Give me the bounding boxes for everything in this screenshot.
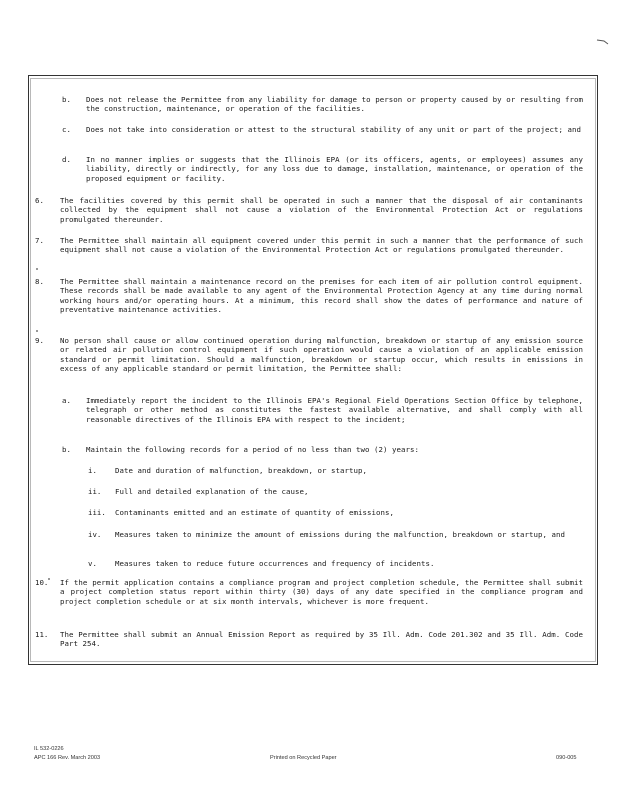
condition-text: Immediately report the incident to the Illinois EPA's Regional Field Operations Section Office by telephone, telegraph or other method as constitutes the fastest available alternative, and shall comply with all reasonable directives of the Illinois EPA with respect to the incident; (86, 396, 583, 424)
sub-item-label: iv. (88, 530, 102, 539)
sub-item-label: iii. (88, 508, 106, 517)
scan-speck (36, 330, 38, 332)
scan-mark-icon (596, 38, 610, 46)
condition-text: Contaminants emitted and an estimate of quantity of emissions, (115, 508, 394, 517)
item-label: d. (62, 155, 71, 164)
condition-text: No person shall cause or allow continued operation during malfunction, breakdown or startup of any emission source or related air pollution control equipment if such operation would cause a violation of an applicable emission standard or permit limitation. Should a malfunction, breakdown or startup occur, which results in emissions in excess of any applicable standard or permit limitation, the Permittee shall: (60, 336, 583, 374)
condition-number: 11. (35, 630, 49, 639)
condition-text: If the permit application contains a compliance program and project completion schedule, the Permittee shall submit a project completion status report within thirty (30) days of any date specified in the compliance program and project completion schedule or at six month intervals, whichever is more frequent. (60, 578, 583, 606)
item-label: b. (62, 95, 71, 104)
form-code: IL 532-0226 (34, 746, 64, 752)
condition-number: 8. (35, 277, 44, 286)
condition-text: Measures taken to minimize the amount of emissions during the malfunction, breakdown or startup, and (115, 530, 565, 539)
sub-item-label: ii. (88, 487, 102, 496)
condition-text: Maintain the following records for a period of no less than two (2) years: (86, 445, 419, 454)
condition-number: 6. (35, 196, 44, 205)
item-label: c. (62, 125, 71, 134)
form-revision: APC 166 Rev. March 2003 (34, 755, 101, 761)
condition-text: Measures taken to reduce future occurrences and frequency of incidents. (115, 559, 435, 568)
condition-text: Does not take into consideration or attest to the structural stability of any unit or part of the project; and (86, 125, 581, 134)
condition-number: 7. (35, 236, 44, 245)
sub-item-label: i. (88, 466, 97, 475)
item-label: b. (62, 445, 71, 454)
scan-speck (48, 578, 50, 580)
condition-number: 10. (35, 578, 49, 587)
sub-item-label: v. (88, 559, 97, 568)
condition-text: The Permittee shall submit an Annual Emission Report as required by 35 Ill. Adm. Code 201.302 and 35 Ill. Adm. Code Part 254. (60, 630, 583, 649)
condition-text: The Permittee shall maintain all equipment covered under this permit in such a manner that the performance of such equipment shall not cause a violation of the Environmental Protection Act or regulations promulgated thereunder. (60, 236, 583, 255)
condition-text: Does not release the Permittee from any liability for damage to person or property caused by or resulting from the construction, maintenance, or operation of the facilities. (86, 95, 583, 114)
condition-text: Date and duration of malfunction, breakdown, or startup, (115, 466, 367, 475)
item-label: a. (62, 396, 71, 405)
page-code: 090-005 (556, 755, 577, 761)
condition-number: 9. (35, 336, 44, 345)
condition-text: In no manner implies or suggests that the Illinois EPA (or its officers, agents, or employees) assumes any liability, directly or indirectly, for any loss due to damage, installation, maintenance, or operation of the proposed equipment or facility. (86, 155, 583, 183)
condition-text: The facilities covered by this permit shall be operated in such a manner that the disposal of air contaminants collected by the equipment shall not cause a violation of the Environmental Protection Act or regulations promulgated thereunder. (60, 196, 583, 224)
scan-speck (36, 268, 38, 270)
recycled-paper-note: Printed on Recycled Paper (270, 755, 337, 761)
condition-text: Full and detailed explanation of the cause, (115, 487, 309, 496)
condition-text: The Permittee shall maintain a maintenance record on the premises for each item of air pollution control equipment. These records shall be made available to any agent of the Environmental Protection Agency at any time during normal working hours and/or operating hours. At a minimum, this record shall show the dates of performance and nature of preventative maintenance activities. (60, 277, 583, 315)
